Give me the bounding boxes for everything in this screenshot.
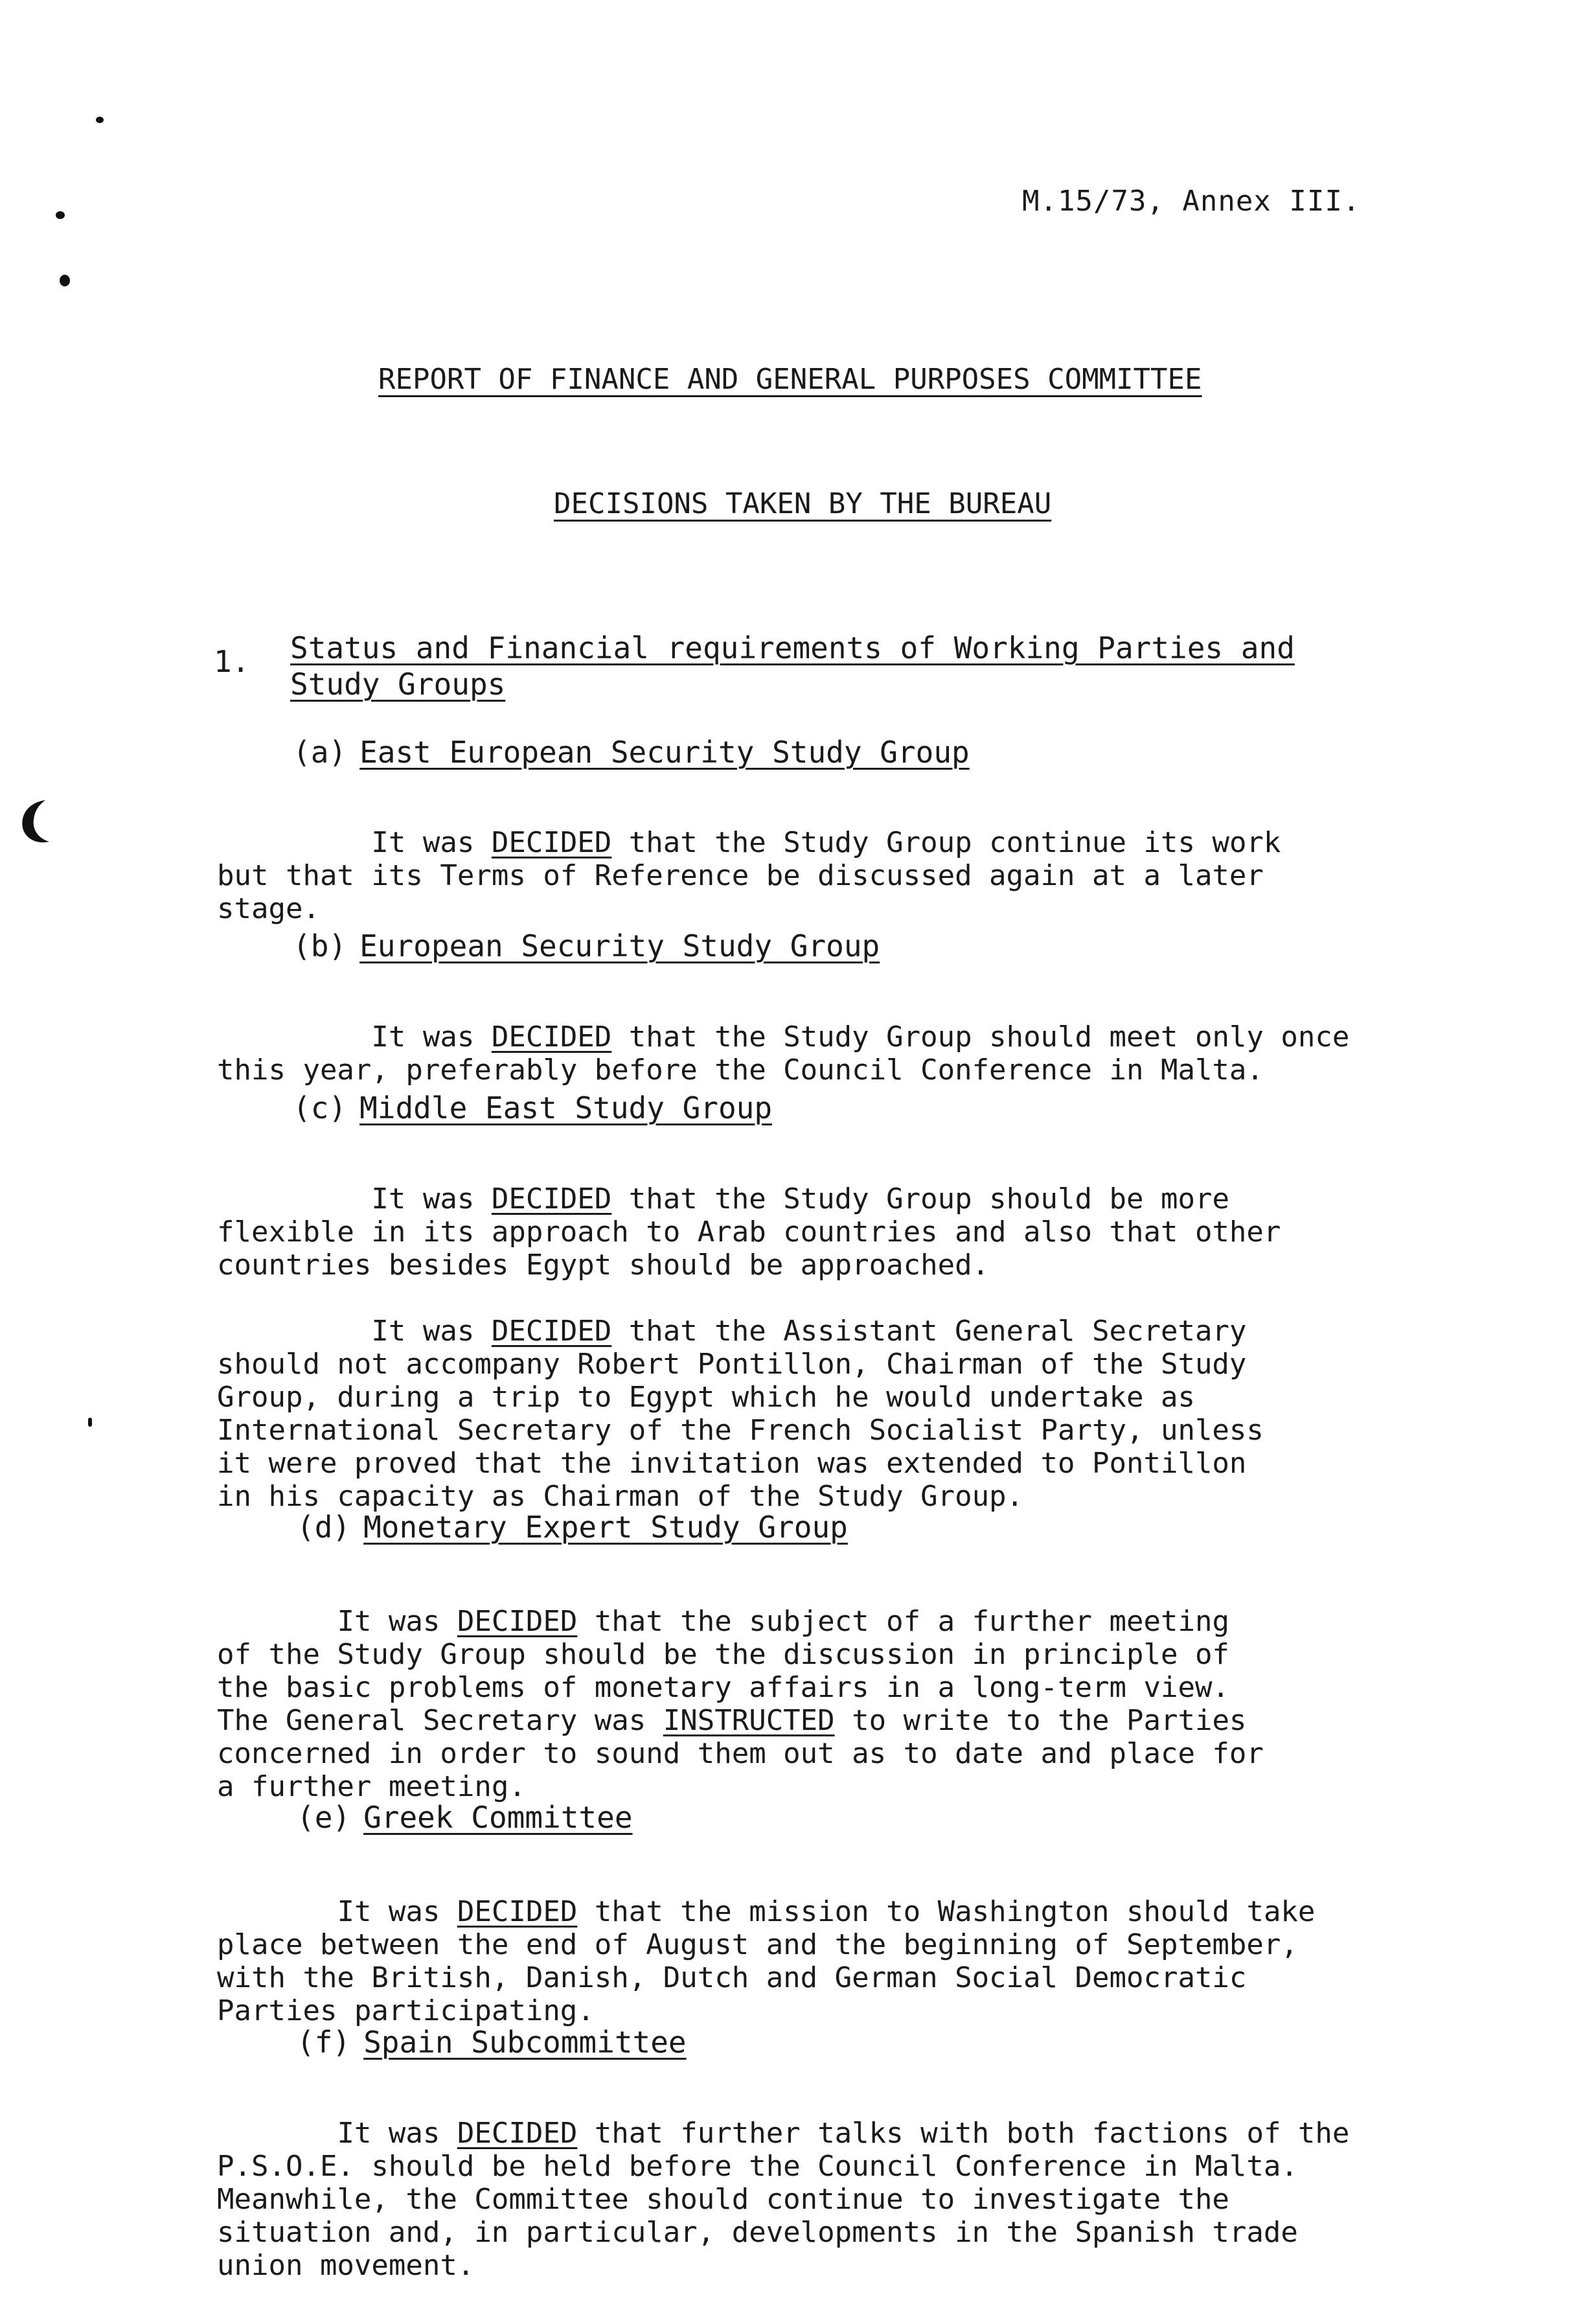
text-run: It was <box>371 1315 492 1348</box>
decided-keyword: DECIDED <box>457 2117 578 2150</box>
subheading-title: Middle East Study Group <box>359 1090 773 1125</box>
subheading-a <box>293 735 970 770</box>
indent <box>286 1315 371 1348</box>
text-run: that the subject of a further meeting of the Study Group should be the discussion in principle of the basic problems of monetary affairs in a long-term view. The General Secretary was <box>217 1605 1229 1737</box>
subheading-d <box>297 1510 848 1545</box>
paragraph-f <box>217 2084 1441 2315</box>
section-number: 1. <box>214 644 250 679</box>
decided-keyword: DECIDED <box>491 826 612 859</box>
indent <box>286 1182 371 1215</box>
text-run: that the Study Group should be more flexible in its approach to Arab countries and also that other countries besides Egypt should be approached. <box>217 1182 1281 1282</box>
section-title: Status and Financial requirements of Working Parties and Study Groups <box>290 630 1295 702</box>
decided-keyword: DECIDED <box>491 1182 612 1215</box>
subheading-label: (a) <box>293 735 347 770</box>
text-run: to write to the Parties concerned in order to sound them out as to date and place for a further meeting. <box>217 1704 1264 1803</box>
decided-keyword: DECIDED <box>457 1605 578 1638</box>
text-run: that the mission to Washington should take place between the end of August and the beginning of September, with the British, Danish, Dutch and German Social Democratic Parties participating. <box>217 1895 1316 2027</box>
subheading-title: Spain Subcommittee <box>363 2025 687 2060</box>
indent <box>286 1605 337 1638</box>
indent <box>286 1895 337 1928</box>
instructed-keyword: INSTRUCTED <box>663 1704 835 1737</box>
report-title: REPORT OF FINANCE AND GENERAL PURPOSES COMMITTEE <box>378 363 1202 396</box>
paragraph-c2 <box>217 1282 1441 1546</box>
subheading-title: Greek Committee <box>363 1800 633 1835</box>
paragraph-d <box>217 1572 1441 1836</box>
scan-mark-dot <box>60 275 70 286</box>
text-run: It was <box>371 1020 492 1054</box>
scan-mark-dot <box>96 117 104 123</box>
subheading-label: (c) <box>293 1090 347 1125</box>
report-subtitle: DECISIONS TAKEN BY THE BUREAU <box>554 487 1052 520</box>
indent <box>286 826 371 859</box>
text-run: It was <box>371 1182 492 1215</box>
text-run: It was <box>337 1605 457 1638</box>
scan-mark-dot <box>88 1418 92 1427</box>
text-run: that the Assistant General Secretary should not accompany Robert Pontillon, Chairman of the Study Group, during a trip to Egypt which he would undertake as International Secretary of the French Socialist Party, unless it were proved that the invitation was extended to Pontillon in his capacity as Chairman of the Study Group. <box>217 1315 1264 1513</box>
subheading-label: (b) <box>293 928 347 963</box>
indent <box>286 2117 337 2150</box>
text-run: It was <box>337 1895 457 1928</box>
subheading-b <box>293 928 880 963</box>
text-run: that the Study Group continue its work but that its Terms of Reference be discussed again at a later stage. <box>217 826 1281 925</box>
text-run: It was <box>337 2117 457 2150</box>
text-run: It was <box>371 826 492 859</box>
decided-keyword: DECIDED <box>491 1315 612 1348</box>
text-run: that further talks with both factions of the P.S.O.E. should be held before the Council Conference in Malta. Meanwhile, the Committee should continue to investigate the situation and, in particular, developments in the Spanish trade union movement. <box>217 2117 1350 2282</box>
subheading-c <box>293 1090 772 1125</box>
subheading-title: East European Security Study Group <box>359 735 970 770</box>
scan-mark-dot <box>56 211 65 219</box>
binder-hole-icon <box>19 799 54 844</box>
subheading-e <box>297 1800 633 1835</box>
subheading-title: European Security Study Group <box>359 928 880 963</box>
subheading-title: Monetary Expert Study Group <box>363 1510 848 1545</box>
document-reference: M.15/73, Annex III. <box>1022 185 1361 218</box>
text-run: that the Study Group should meet only once this year, preferably before the Council Conference in Malta. <box>217 1020 1350 1087</box>
subheading-label: (e) <box>297 1800 351 1835</box>
indent <box>286 1020 371 1054</box>
decided-keyword: DECIDED <box>457 1895 578 1928</box>
subheading-label: (f) <box>297 2025 351 2060</box>
subheading-f <box>297 2025 687 2060</box>
decided-keyword: DECIDED <box>491 1020 612 1054</box>
subheading-label: (d) <box>297 1510 351 1545</box>
